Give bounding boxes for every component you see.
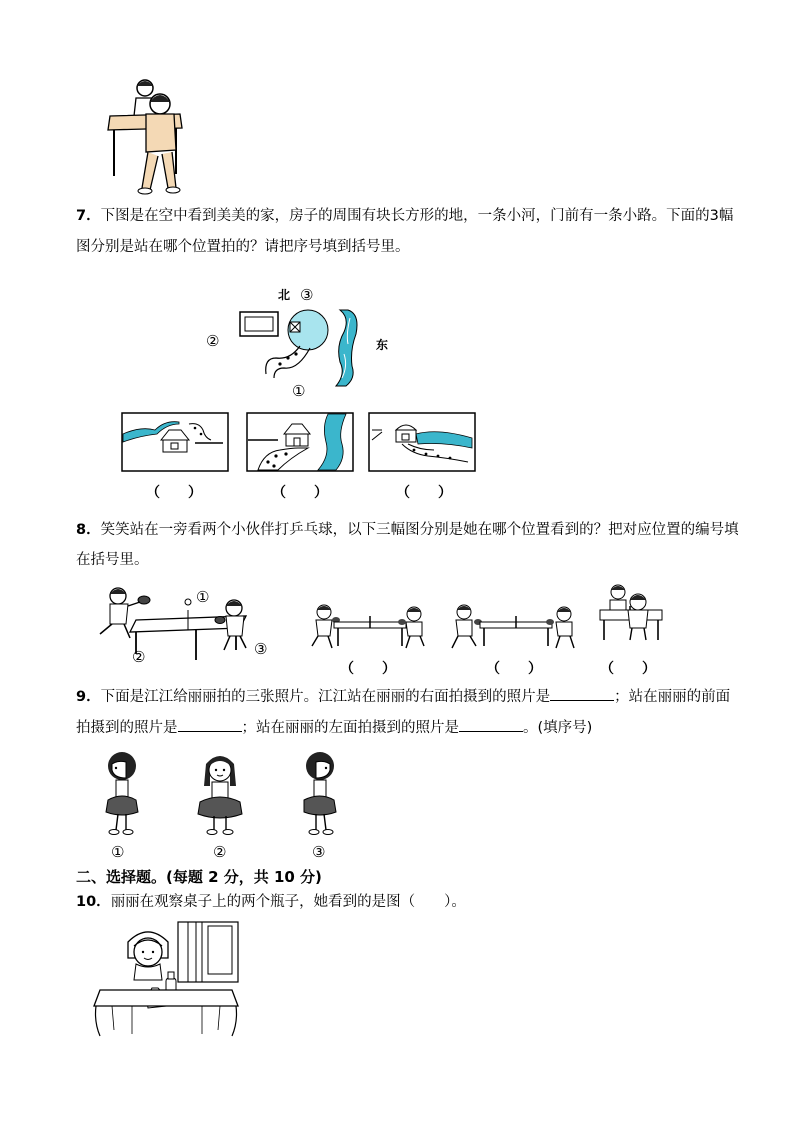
q9-line1: [76, 686, 730, 707]
q9-photo-3-girl-side: [298, 750, 344, 836]
map-drawing: [200, 282, 400, 402]
map-pos1-label: ①: [292, 382, 306, 400]
q9-photo-label-1: ①: [111, 843, 125, 861]
q7-answer-paren-1[interactable]: （ ）: [146, 485, 202, 501]
q7-line1: [76, 206, 733, 226]
q8-line2: 在括号里。: [76, 552, 149, 568]
q9-text-1b: ；站在丽丽的前面: [614, 689, 731, 705]
q9-text-2b: ；站在丽丽的左面拍摄到的照片是: [241, 720, 459, 736]
q9-blank-front[interactable]: [178, 717, 242, 732]
q8-pos2-label: ②: [132, 648, 146, 666]
q8-answer-paren-3[interactable]: （ ）: [600, 661, 656, 677]
q8-line1: [76, 520, 739, 540]
map-pos3-label: ③: [300, 286, 314, 304]
q7-number: 7．: [76, 208, 101, 224]
map-north-label: 北: [278, 288, 291, 302]
q7-photo-2: [246, 412, 354, 472]
q8-pos3-label: ③: [254, 640, 268, 658]
q10-girl-observing-bottles-illustration: [92, 918, 242, 1040]
q9-text-1a: 下面是江江给丽丽拍的三张照片。江江站在丽丽的右面拍摄到的照片是: [100, 689, 551, 705]
q7-photo-1: [121, 412, 229, 472]
section-2-title: 二、选择题。(每题 2 分，共 10 分): [76, 868, 322, 886]
q10-text: 丽丽在观察桌子上的两个瓶子，她看到的是图（ ）。: [110, 894, 466, 910]
q9-photo-1-girl-side: [98, 750, 144, 836]
q10-number: 10．: [76, 894, 111, 910]
q8-view-1: [306, 602, 436, 654]
q8-answer-paren-2[interactable]: （ ）: [486, 661, 542, 677]
q9-blank-left[interactable]: [459, 717, 523, 732]
q7-photo-3: [368, 412, 476, 472]
q8-pingpong-scene: [96, 584, 276, 664]
q8-pos1-label: ①: [196, 588, 210, 606]
q8-scene-drawing: [96, 584, 276, 664]
q9-blank-right[interactable]: [550, 686, 614, 701]
q7-answer-paren-2[interactable]: （ ）: [272, 485, 328, 501]
q7-map: [200, 282, 400, 402]
q9-line2: [76, 717, 592, 738]
q9-photo-label-3: ③: [312, 843, 326, 861]
q8-view-3: [596, 582, 666, 644]
q8-answer-paren-1[interactable]: （ ）: [340, 661, 396, 677]
q9-photo-label-2: ②: [213, 843, 227, 861]
q8-view-2: [450, 602, 580, 654]
q7-text-line1: 下图是在空中看到美美的家，房子的周围有块长方形的地，一条小河，门前有一条小路。下面的3幅: [100, 208, 734, 224]
map-east-label: 东: [376, 338, 389, 352]
map-pos2-label: ②: [206, 332, 220, 350]
q9-text-2c: 。(填序号): [523, 720, 593, 736]
q8-text-line1: 笑笑站在一旁看两个小伙伴打乒乓球，以下三幅图分别是她在哪个位置看到的？把对应位置的编号填: [100, 522, 739, 538]
q7-line2: 图分别是站在哪个位置拍的？请把序号填到括号里。: [76, 239, 410, 255]
q8-number: 8．: [76, 522, 101, 538]
q9-number: 9．: [76, 689, 101, 705]
q7-answer-paren-3[interactable]: （ ）: [396, 485, 452, 501]
q9-photo-2-girl-front: [194, 750, 246, 836]
q10-line: [76, 892, 466, 912]
q9-text-2a: 拍摄到的照片是: [76, 720, 178, 736]
boys-at-table-illustration: [100, 76, 190, 198]
